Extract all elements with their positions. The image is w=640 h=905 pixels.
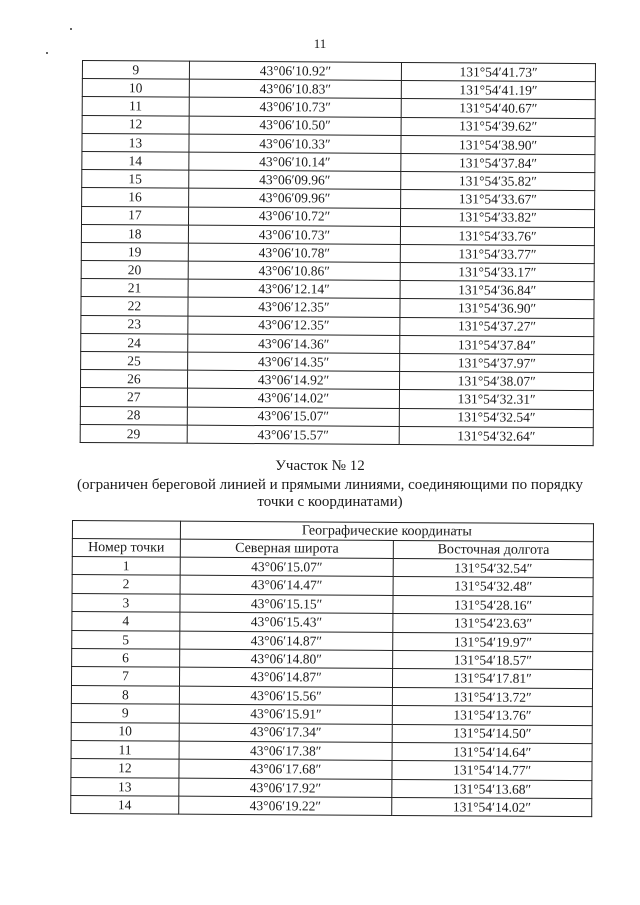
point-number-cell: 23 (81, 315, 188, 334)
longitude-cell: 131°54′41.73″ (402, 62, 596, 81)
longitude-cell: 131°54′39.62″ (401, 117, 595, 136)
table-row (71, 796, 592, 818)
point-number-cell: 5 (72, 630, 180, 649)
longitude-cell: 131°54′32.48″ (393, 577, 593, 597)
latitude-cell: 43°06′10.83″ (189, 79, 402, 98)
latitude-cell: 43°06′14.35″ (187, 352, 400, 371)
longitude-cell: 131°54′33.67″ (401, 190, 595, 209)
point-number-cell: 18 (81, 224, 188, 243)
point-number-cell: 13 (71, 777, 179, 796)
latitude-cell: 43°06′17.92″ (179, 778, 393, 798)
table-row (80, 424, 593, 445)
latitude-cell: 43°06′12.14″ (188, 279, 401, 298)
longitude-cell: 131°54′18.57″ (393, 650, 593, 670)
longitude-cell: 131°54′36.84″ (400, 281, 594, 300)
point-number-cell: 17 (81, 206, 188, 225)
point-number-cell: 22 (81, 297, 188, 316)
latitude-cell: 43°06′15.43″ (180, 612, 394, 632)
latitude-cell: 43°06′10.73″ (189, 98, 402, 117)
longitude-cell: 131°54′14.02″ (392, 798, 592, 818)
point-number-cell: 24 (81, 333, 188, 352)
section-title: Участок № 12 (275, 458, 365, 474)
longitude-cell: 131°54′33.76″ (401, 226, 595, 245)
latitude-cell: 43°06′10.92″ (189, 61, 402, 80)
point-number-cell: 10 (82, 79, 189, 98)
longitude-cell: 131°54′13.76″ (393, 706, 593, 726)
longitude-cell: 131°54′19.97″ (393, 632, 593, 652)
longitude-cell: 131°54′35.82″ (401, 172, 595, 191)
point-number-cell: 12 (71, 759, 179, 778)
latitude-cell: 43°06′15.07″ (180, 557, 394, 577)
latitude-cell: 43°06′14.87″ (179, 668, 393, 688)
latitude-cell: 43°06′14.92″ (187, 370, 400, 389)
scan-speck (70, 28, 72, 30)
latitude-cell: 43°06′09.96″ (188, 170, 401, 189)
point-number-cell: 2 (72, 575, 180, 594)
longitude-cell: 131°54′14.64″ (392, 742, 592, 762)
longitude-cell: 131°54′32.31″ (400, 390, 594, 409)
latitude-cell: 43°06′15.57″ (187, 425, 400, 444)
point-number-cell: 11 (82, 97, 189, 116)
point-number-cell: 19 (81, 242, 188, 261)
latitude-cell: 43°06′15.07″ (187, 407, 400, 426)
point-number-cell: 29 (80, 424, 187, 443)
longitude-cell: 131°54′23.63″ (393, 614, 593, 634)
coordinates-table-continued (80, 60, 596, 446)
point-number-cell: 6 (72, 648, 180, 667)
longitude-cell: 131°54′14.50″ (393, 724, 593, 744)
point-number-cell: 4 (72, 612, 180, 631)
latitude-cell: 43°06′14.36″ (187, 334, 400, 353)
point-number-cell: 27 (80, 388, 187, 407)
longitude-cell: 131°54′32.54″ (400, 408, 594, 427)
longitude-cell: 131°54′33.17″ (400, 263, 594, 282)
point-number-cell: 10 (71, 722, 179, 741)
longitude-cell: 131°54′36.90″ (400, 299, 594, 318)
longitude-cell: 131°54′14.77″ (392, 761, 592, 781)
latitude-cell: 43°06′10.73″ (188, 225, 401, 244)
point-number-cell: 8 (71, 685, 179, 704)
point-number-cell: 7 (71, 667, 179, 686)
latitude-cell: 43°06′14.47″ (180, 576, 394, 596)
point-number-cell: 9 (82, 61, 189, 80)
latitude-cell: 43°06′12.35″ (188, 298, 401, 317)
point-number-cell: 1 (72, 557, 180, 576)
longitude-cell: 131°54′32.64″ (399, 426, 593, 445)
longitude-cell: 131°54′13.72″ (393, 687, 593, 707)
point-number-cell: 28 (80, 406, 187, 425)
header-geographic-coordinates: Географические координаты (180, 521, 593, 542)
latitude-cell: 43°06′14.80″ (179, 649, 393, 669)
point-number-cell: 16 (82, 188, 189, 207)
point-number-cell: 14 (82, 151, 189, 170)
coordinates-table-body (80, 61, 595, 446)
longitude-cell: 131°54′37.84″ (401, 153, 595, 172)
point-number-cell: 20 (81, 261, 188, 280)
longitude-cell: 131°54′32.54″ (394, 558, 594, 578)
header-empty-cell (72, 521, 180, 540)
coordinates-table-header (72, 521, 593, 560)
latitude-cell: 43°06′15.56″ (179, 686, 393, 706)
longitude-cell: 131°54′37.97″ (400, 353, 594, 372)
longitude-cell: 131°54′38.90″ (401, 135, 595, 154)
longitude-cell: 131°54′37.27″ (400, 317, 594, 336)
coordinates-table (70, 520, 594, 818)
longitude-cell: 131°54′33.82″ (401, 208, 595, 227)
latitude-cell: 43°06′15.91″ (179, 704, 393, 724)
longitude-cell: 131°54′37.84″ (400, 335, 594, 354)
latitude-cell: 43°06′10.78″ (188, 243, 401, 262)
latitude-cell: 43°06′14.02″ (187, 389, 400, 408)
latitude-cell: 43°06′10.86″ (188, 261, 401, 280)
longitude-cell: 131°54′38.07″ (400, 372, 594, 391)
point-number-cell: 21 (81, 279, 188, 298)
header-point-number: Номер точки (72, 539, 180, 558)
point-number-cell: 3 (72, 593, 180, 612)
point-number-cell: 11 (71, 740, 179, 759)
longitude-cell: 131°54′33.77″ (401, 244, 595, 263)
point-number-cell: 15 (82, 170, 189, 189)
coordinates-table-body (71, 557, 594, 818)
longitude-cell: 131°54′17.81″ (393, 669, 593, 689)
latitude-cell: 43°06′17.34″ (179, 723, 393, 743)
page-number: 11 (313, 36, 327, 51)
latitude-cell: 43°06′14.87″ (180, 631, 394, 651)
latitude-cell: 43°06′10.33″ (189, 134, 402, 153)
point-number-cell: 9 (71, 704, 179, 723)
section-description: (ограничен береговой линией и прямыми линиями, соединяющими по порядку точки с координатами) (76, 477, 583, 510)
point-number-cell: 13 (82, 133, 189, 152)
longitude-cell: 131°54′13.68″ (392, 779, 592, 799)
header-east-longitude: Восточная долгота (394, 540, 594, 559)
latitude-cell: 43°06′10.50″ (189, 116, 402, 135)
latitude-cell: 43°06′17.38″ (179, 741, 393, 761)
point-number-cell: 12 (82, 115, 189, 134)
point-number-cell: 25 (81, 351, 188, 370)
point-number-cell: 26 (80, 370, 187, 389)
longitude-cell: 131°54′41.19″ (402, 81, 596, 100)
longitude-cell: 131°54′40.67″ (401, 99, 595, 118)
scan-speck (46, 52, 48, 54)
latitude-cell: 43°06′12.35″ (188, 316, 401, 335)
latitude-cell: 43°06′17.68″ (179, 759, 393, 779)
latitude-cell: 43°06′10.14″ (189, 152, 402, 171)
longitude-cell: 131°54′28.16″ (393, 595, 593, 615)
header-north-latitude: Северная широта (180, 539, 394, 558)
latitude-cell: 43°06′10.72″ (188, 207, 401, 226)
point-number-cell: 14 (71, 796, 179, 815)
latitude-cell: 43°06′19.22″ (179, 796, 393, 816)
latitude-cell: 43°06′15.15″ (180, 594, 394, 614)
latitude-cell: 43°06′09.96″ (188, 188, 401, 207)
